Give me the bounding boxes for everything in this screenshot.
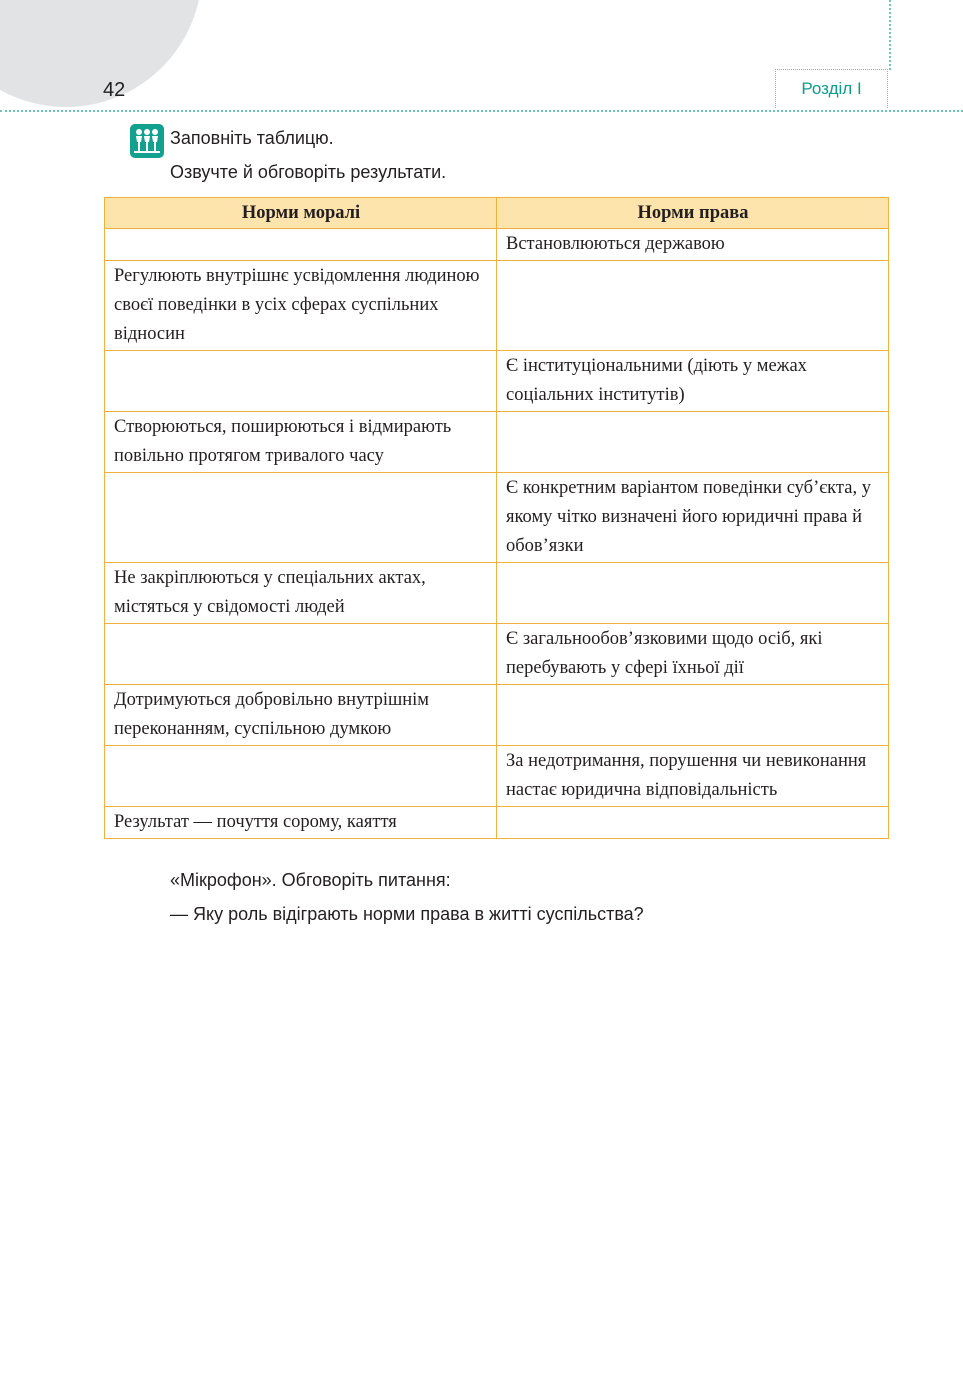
margin-divider [889, 0, 891, 70]
table-cell-law[interactable] [497, 685, 889, 746]
table-cell-law[interactable] [497, 563, 889, 624]
header-divider [0, 110, 963, 112]
discussion-question: — Яку роль відіграють норми права в житті суспільства? [170, 904, 644, 924]
table-row [105, 624, 889, 685]
table-cell-morality[interactable] [105, 624, 497, 685]
table-cell-law[interactable]: Встановлюються державою [497, 229, 889, 261]
discussion-prompt: «Мікрофон». Обговоріть питання: [170, 870, 451, 890]
table-row [105, 563, 889, 624]
table-cell-law[interactable] [497, 807, 889, 839]
table-cell-morality[interactable] [105, 746, 497, 807]
table-row [105, 412, 889, 473]
column-header-law: Норми права [497, 198, 889, 229]
table-cell-law[interactable]: Є конкретним варіантом поведінки суб’єкта, у якому чітко визначені його юридичні права й обов’язки [497, 473, 889, 563]
corner-decoration [0, 0, 202, 107]
table-cell-morality[interactable]: Не закріплюються у спеціальних актах, містяться у свідомості людей [105, 563, 497, 624]
task-instruction-secondary: Озвучте й обговоріть результати. [170, 162, 447, 182]
table-cell-law[interactable]: Є інституціональними (діють у межах соціальних інститутів) [497, 351, 889, 412]
table-cell-morality[interactable]: Регулюють внутрішнє усвідомлення людиною своєї поведінки в усіх сферах суспільних відносин [105, 261, 497, 351]
table-row [105, 229, 889, 261]
section-label: Розділ І [775, 69, 888, 108]
table-cell-morality[interactable] [105, 473, 497, 563]
table-row [105, 746, 889, 807]
table-cell-morality[interactable]: Створюються, поширюються і відмирають повільно протягом тривалого часу [105, 412, 497, 473]
table-cell-morality[interactable] [105, 229, 497, 261]
table-cell-law[interactable] [497, 261, 889, 351]
table-row [105, 351, 889, 412]
group-work-icon [130, 124, 164, 158]
table-cell-morality[interactable] [105, 351, 497, 412]
table-row [105, 261, 889, 351]
table-header-row [105, 198, 889, 229]
table-cell-law[interactable]: За недотримання, порушення чи невиконання настає юридична відповідальність [497, 746, 889, 807]
column-header-morality: Норми моралі [105, 198, 497, 229]
table-cell-law[interactable] [497, 412, 889, 473]
table-row [105, 473, 889, 563]
norms-comparison-table [104, 197, 889, 839]
table-cell-morality[interactable]: Дотримуються добровільно внутрішнім переконанням, суспільною думкою [105, 685, 497, 746]
task-instruction: Заповніть таблицю. [170, 128, 334, 148]
table-cell-law[interactable]: Є загальнообов’язковими щодо осіб, які перебувають у сфері їхньої дії [497, 624, 889, 685]
page-number: 42 [103, 79, 126, 101]
table-cell-morality[interactable]: Результат — почуття сорому, каяття [105, 807, 497, 839]
table-row [105, 807, 889, 839]
table-row [105, 685, 889, 746]
